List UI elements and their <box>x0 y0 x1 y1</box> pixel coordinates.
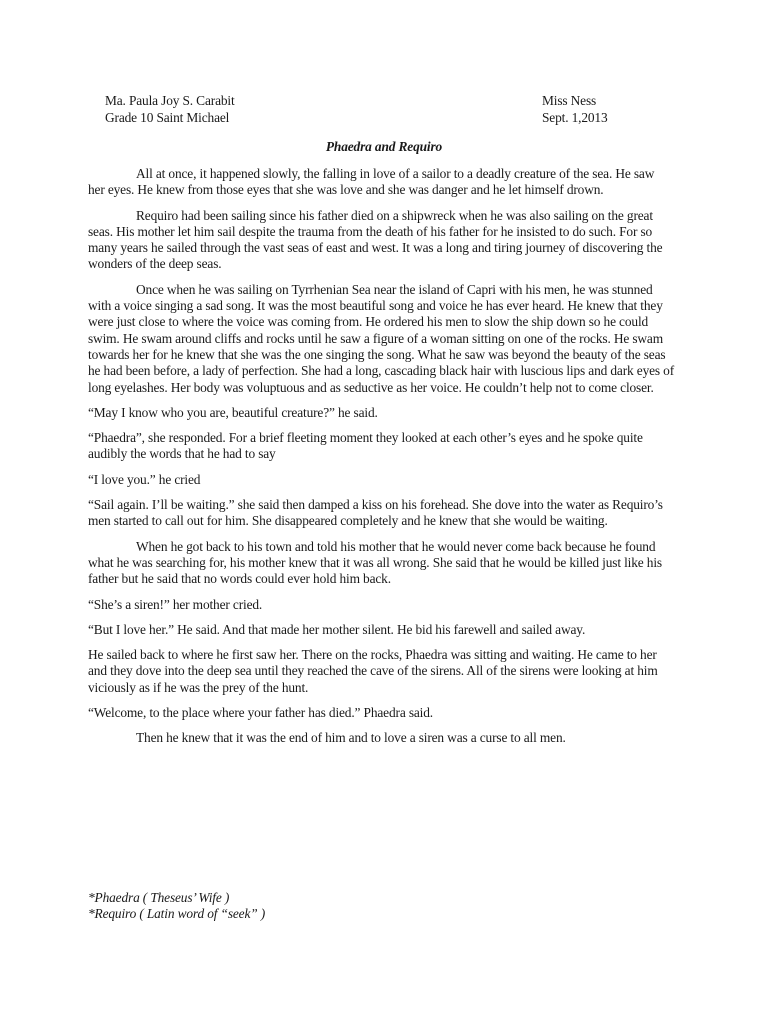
student-info <box>105 93 235 126</box>
paragraph: When he got back to his town and told his mother that he would never come back because he found what he was searching for, his mother knew that it was all wrong. She said that he would be killed just like his father but he said that no words could ever hold him back. <box>88 538 662 587</box>
paragraph: Requiro had been sailing since his father died on a shipwreck when he was also sailing on the great seas. His mother let him sail despite the trauma from the death of his father for he insisted to do such. For so many years he sailed through the vast seas of east and west. It was a long and tiring journey of discovering the wonders of the deep seas. <box>88 207 663 272</box>
author-name: Ma. Paula Joy S. Carabit <box>105 93 235 108</box>
footnotes <box>88 890 588 923</box>
document-date: Sept. 1,2013 <box>542 109 608 125</box>
paragraph: “Welcome, to the place where your father has died.” Phaedra said. <box>88 705 433 721</box>
paragraph: Then he knew that it was the end of him and to love a siren was a curse to all men. <box>136 730 566 746</box>
paragraph: All at once, it happened slowly, the falling in love of a sailor to a deadly creature of the sea. He saw her eyes. He knew from those eyes that she was love and she was danger and he let himself drown. <box>88 166 655 198</box>
paragraph: He sailed back to where he first saw her. There on the rocks, Phaedra was sitting and waiting. He came to her and they dove into the deep sea until they reached the cave of the sirens. All of the sirens were looking at him viciously as if he was the prey of the hunt. <box>88 647 658 695</box>
teacher-info <box>542 93 608 126</box>
teacher-name: Miss Ness <box>542 93 597 108</box>
story-body <box>88 166 674 756</box>
paragraph: “Sail again. I’ll be waiting.” she said then damped a kiss on his forehead. She dove into the water as Requiro’s men started to call out for him. She disappeared completely and he knew that she would be waiting. <box>88 497 663 529</box>
paragraph: “She’s a siren!” her mother cried. <box>88 596 263 612</box>
paragraph: “May I know who you are, beautiful creature?” he said. <box>88 404 378 420</box>
footnote-phaedra: *Phaedra ( Theseus’ Wife ) <box>88 890 230 905</box>
grade-section: Grade 10 Saint Michael <box>105 109 230 125</box>
paragraph: “I love you.” he cried <box>88 471 201 487</box>
footnote-requiro: *Requiro ( Latin word of “seek” ) <box>88 906 266 922</box>
header-block <box>105 93 625 127</box>
paragraph: “But I love her.” He said. And that made her mother silent. He bid his farewell and sailed away. <box>88 621 586 637</box>
story-title: Phaedra and Requiro <box>325 139 443 154</box>
paragraph: “Phaedra”, she responded. For a brief fleeting moment they looked at each other’s eyes and he spoke quite audibly the words that he had to say <box>88 430 643 462</box>
paragraph: Once when he was sailing on Tyrrhenian Sea near the island of Capri with his men, he was stunned with a voice singing a sad song. It was the most beautiful song and voice he has ever heard. He knew that they were just close to where the voice was coming from. He ordered his men to slow the ship down so he could swim. He swam around cliffs and rocks until he saw a figure of a woman sitting on one of the rocks. He swam towards her for he knew that she was the one singing the song. What he saw was beyond the beauty of the seas he had been before, a lady of perfection. She had a long, cascading black hair with luscious lips and dark eyes of long eyelashes. Her body was voluptuous and as seductive as her voice. He couldn’t help not to come closer. <box>88 281 675 395</box>
